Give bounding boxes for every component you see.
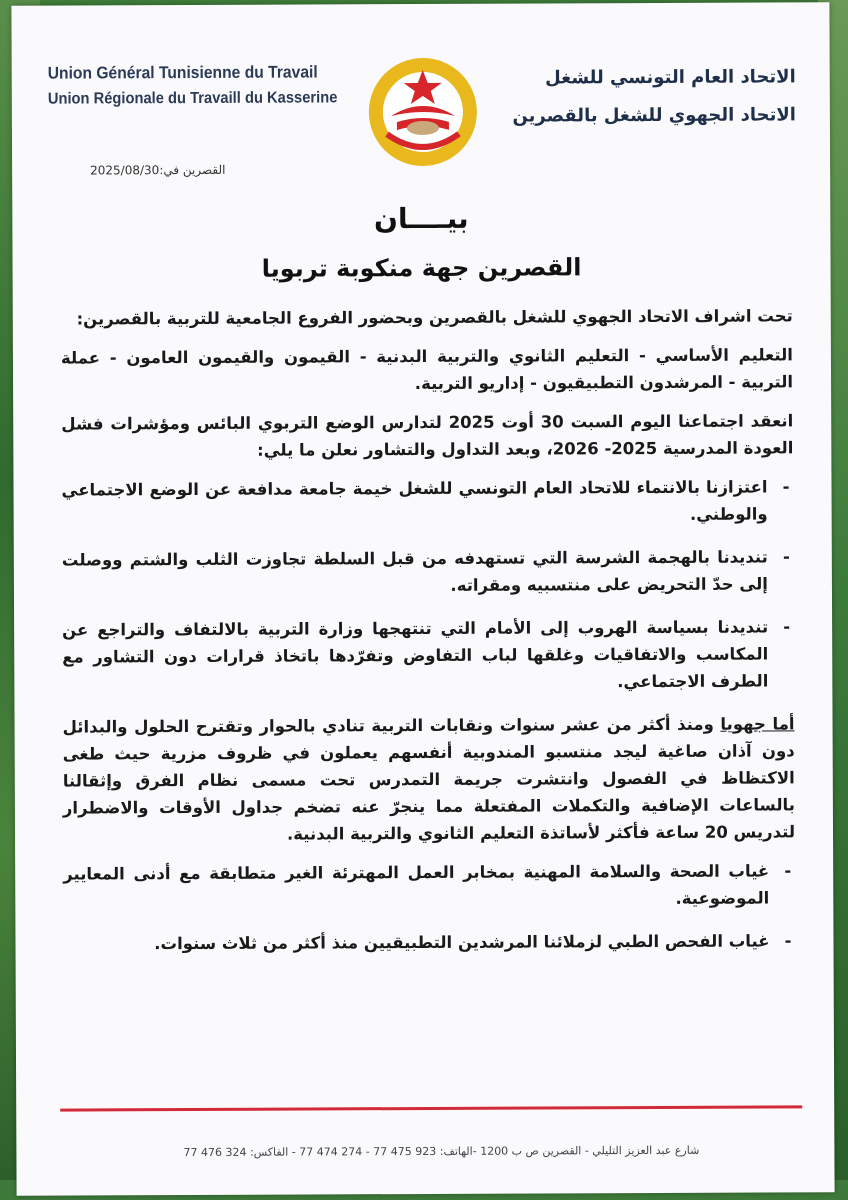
document-title: بيــــان bbox=[373, 201, 469, 236]
document-subtitle: القصرين جهة منكوبة تربويا bbox=[261, 253, 582, 283]
regional-union-ar: الاتحاد الجهوي للشغل بالقصرين bbox=[512, 104, 796, 127]
regional-paragraph bbox=[62, 710, 795, 848]
regional-points bbox=[63, 857, 795, 957]
branches-paragraph: التعليم الأساسي - التعليم الثانوي والتربية البدنية - القيمون والقيمون العامون - عملة التربية - المرشدون التطبيقيون - إداريو التربية. bbox=[60, 345, 794, 394]
statement-point: - تنديدنا بسياسة الهروب إلى الأمام التي تنتهجها وزارة التربية بالالتفاف والتراجع عن المكاسب والاتفاقيات وغلقها لباب التفاوض وتفرّدها باتخاذ قرارات دون التشاور مع الطرف الاجتماعي. bbox=[62, 613, 794, 697]
document-body bbox=[61, 302, 796, 973]
statement-points bbox=[61, 473, 794, 697]
header-arabic bbox=[496, 58, 796, 135]
intro-paragraph: تحت اشراف الاتحاد الجهوي للشغل بالقصرين وبحضور الفروع الجامعية للتربية بالقصرين: bbox=[76, 306, 793, 329]
regional-union-fr: Union Régionale du Travaill du Kasserine bbox=[47, 89, 338, 108]
regional-label: أما جهويا bbox=[720, 714, 795, 734]
header-french bbox=[48, 59, 368, 112]
document-page bbox=[11, 2, 834, 1196]
ugtt-logo bbox=[367, 56, 479, 168]
footer-divider bbox=[60, 1105, 802, 1111]
org-name-ar: الاتحاد العام التونسي للشغل bbox=[545, 66, 796, 89]
meeting-paragraph: انعقد اجتماعنا اليوم السبت 30 أوت 2025 لتدارس الوضع التربوي البائس ومؤشرات فشل العودة المدرسية 2025- 2026، وبعد التداول والتشاور نعلن ما يلي: bbox=[61, 411, 794, 460]
footer-contact: شارع عبد العزيز التليلي - القصرين ص ب 1200 -الهاتف: 923 475 77 - 274 474 77 - الفاكس: 324 476 77 bbox=[183, 1143, 700, 1160]
statement-point: - تنديدنا بالهجمة الشرسة التي تستهدفه من قبل السلطة تجاوزت الثلب والشتم ووصلت إلى حدّ التحريض على منتسبيه ومقراته. bbox=[62, 543, 794, 600]
statement-point: - اعتزازنا بالانتماء للاتحاد العام التونسي للشغل خيمة جامعة مدافعة عن الوضع الاجتماعي والوطني. bbox=[61, 473, 793, 530]
regional-text: ومنذ أكثر من عشر سنوات ونقابات التربية تنادي بالحوار وتقترح الحلول والبدائل دون آذان صاغية ليجد منتسبو المندوبية أنفسهم يعملون في ظروف مزرية حيث طغى الاكتظاظ في الفصول وانتشرت جريمة التمدرس تحت مسمى نظام الفرق وإثقالنا بالساعات الإضافية والتكملات المفتعلة مما ينجرّ عنه تضخم جداول الأوقات والاضطرار لتدريس 20 ساعة فأكثر لأساتذة التعليم الثانوي والتربية البدنية. bbox=[62, 714, 796, 844]
regional-point: - غياب الفحص الطبي لزملائنا المرشدين التطبيقيين منذ أكثر من ثلاث سنوات. bbox=[63, 927, 795, 957]
handshake-icon bbox=[407, 121, 439, 135]
regional-point: - غياب الصحة والسلامة المهنية بمخابر العمل المهترئة الغير متطابقة مع أدنى المعايير الموضوعية. bbox=[63, 857, 795, 914]
document-date: القصرين في:2025/08/30 bbox=[90, 162, 226, 178]
org-name-fr: Union Général Tunisienne du Travail bbox=[47, 62, 318, 83]
